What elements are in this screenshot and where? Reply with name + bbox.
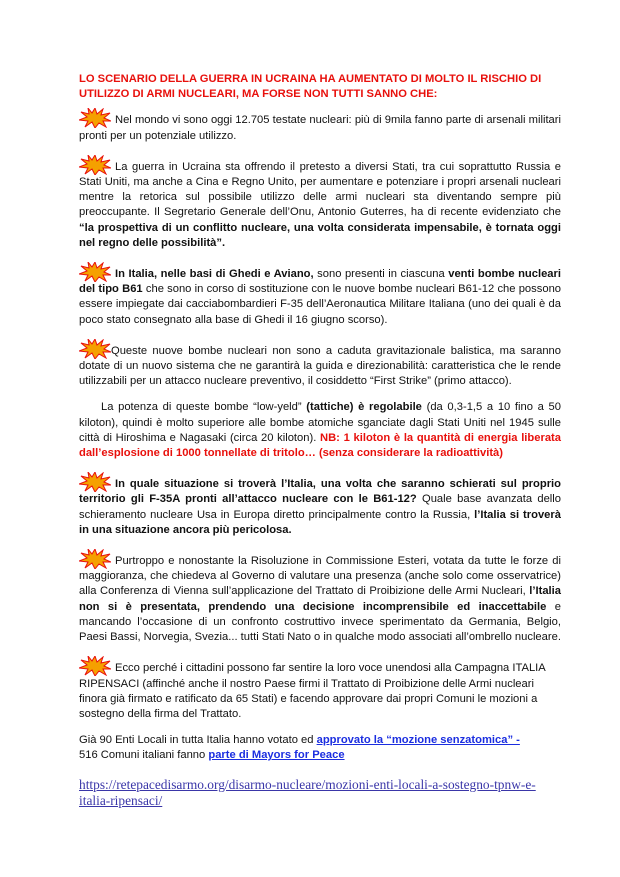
paragraph-new-bombs [79, 339, 561, 390]
paragraph-italy-situation [79, 472, 561, 538]
paragraph-text: Purtroppo e nonostante la Risoluzione in Commissione Esteri, votata da tutte le forze di maggioranza, che chiedeva al Governo di valutare una presenza (anche solo come osservatrice) alla Conferenza di Vienna sull’applicazione del Trattato di Proibizione delle Armi Nucleari, [79, 555, 561, 598]
paragraph-red-note: NB: 1 kiloton è la quantità di energia liberata dall’esplosione di 1000 tonnellate di tritolo… (senza considerare la radioattività) [79, 431, 561, 460]
paragraph-bold-quote: “la prospettiva di un conflitto nucleare, una volta considerata impensabile, è tornata oggi nel regno delle possibilità”. [79, 221, 561, 249]
paragraph-local-authorities [79, 733, 561, 763]
paragraph-bold: venti bombe nucleari del tipo B61 [79, 268, 561, 296]
paragraph-italy-bases [79, 262, 561, 328]
paragraph-text: che sono in corso di sostituzione con le nuove bombe nucleari B61-12 che possono essere impiegate dai cacciabombardieri F-35 dell’Aeronautica Militare Italiana (uno dei quali è da poco stato consegnato alla base di Ghedi il 16 giugno scorso). [79, 283, 562, 326]
paragraph-vienna-conference [79, 549, 561, 645]
paragraph-text: Nel mondo vi sono oggi 12.705 testate nucleari: più di 9mila fanno parte di arsenali militari pronti per un potenziale utilizzo. [79, 114, 561, 142]
document-body [79, 72, 561, 809]
page-title: LO SCENARIO DELLA GUERRA IN UCRAINA HA AUMENTATO DI MOLTO IL RISCHIO DI UTILIZZO DI ARMI NUCLEARI, MA FORSE NON TUTTI SANNO CHE: [79, 73, 542, 101]
paragraph-bold: In Italia, nelle basi di Ghedi e Aviano, [115, 268, 314, 281]
paragraph-text: Già 90 Enti Locali in tutta Italia hanno votato ed [79, 734, 317, 747]
paragraph-text: La potenza di queste bombe “low-yeld” [101, 401, 307, 414]
explosion-burst-icon [79, 656, 111, 676]
paragraph-bomb-power [79, 400, 561, 461]
mayors-for-peace-link[interactable]: parte di Mayors for Peace [208, 749, 345, 762]
paragraph-text: La guerra in Ucraina sta offrendo il pretesto a diversi Stati, tra cui soprattutto Russia e Stati Uniti, ma anche a Cina e Regno Unito, per aumentare e potenziare i propri arsenali nucleari mentre la retorica sul possibile utilizzo delle armi nucleari sta diventando sempre più preoccupante. Il Segretario Generale dell’Onu, Antonio Guterres, ha di recente evidenziato che [79, 160, 561, 219]
paragraph-text: Ecco perché i cittadini possono far sentire la loro voce unendosi alla Campagna ITALIA RIPENSACI (affinché anche il nostro Paese firmi il Trattato di Proibizione delle Armi nucleari finora già firmato e ratificato da 65 Stati) e facendo approvare dai propri Comuni le mozioni a sostegno della firma del Trattato. [79, 662, 546, 720]
paragraph-text: (da 0,3-1,5 a 10 fino a 50 kiloton), quindi è molto superiore alle bombe atomiche sganciate dagli Stati Uniti nel 1945 sulle città di Hiroshima e Nagasaki (circa 20 kiloton). [79, 401, 561, 444]
paragraph-text: 516 Comuni italiani fanno [79, 749, 209, 762]
paragraph-text: Quale base avanzata dello schieramento nucleare Usa in Europa diretto principalmente contro la Russia, [79, 493, 561, 521]
paragraph-italia-ripensaci [79, 656, 561, 722]
paragraph-warheads [79, 108, 561, 143]
paragraph-text: e mancando l’occasione di un confronto costruttivo invece sperimentato da Germania, Belgio, Paesi Bassi, Norvegia, Svezia... tutti Stati Nato o in qualche modo associati all’ombrello nucleare. [79, 600, 561, 644]
explosion-burst-icon [79, 155, 111, 175]
explosion-burst-icon [79, 472, 111, 492]
paragraph-ukraine-war [79, 155, 561, 251]
paragraph-bold: (tattiche) è regolabile [306, 401, 422, 414]
paragraph-text: sono presenti in ciascuna [313, 268, 449, 281]
mozione-senzatomica-link[interactable]: approvato la “mozione senzatomica” - [316, 734, 520, 747]
explosion-burst-icon [79, 108, 111, 128]
paragraph-text: Queste nuove bombe nucleari non sono a caduta gravitazionale balistica, ma saranno dotate di un nuovo sistema che ne garantirà la guida e direzionabilità: caratteristica che le rende utilizzabili per un attacco nucleare preventivo, il cosiddetto “First Strike” (primo attacco). [79, 344, 561, 388]
rete-pace-disarmo-url-link[interactable]: https://retepacedisarmo.org/disarmo-nucleare/mozioni-enti-locali-a-sostegno-tpnw-e-italia-ripensaci/ [79, 776, 536, 808]
paragraph-bold-question: In quale situazione si troverà l’Italia, una volta che saranno schierati sul proprio territorio gli F-35A pronti all’attacco nucleare con le B61-12? [79, 478, 561, 506]
explosion-burst-icon [79, 262, 111, 282]
explosion-burst-icon [79, 549, 111, 569]
paragraph-bold: l’Italia si troverà in una situazione ancora più pericolosa. [79, 508, 561, 536]
explosion-burst-icon [79, 339, 111, 359]
paragraph-bold: l’Italia non si è presentata, prendendo una decisione incomprensibile ed inaccettabile [79, 585, 561, 613]
